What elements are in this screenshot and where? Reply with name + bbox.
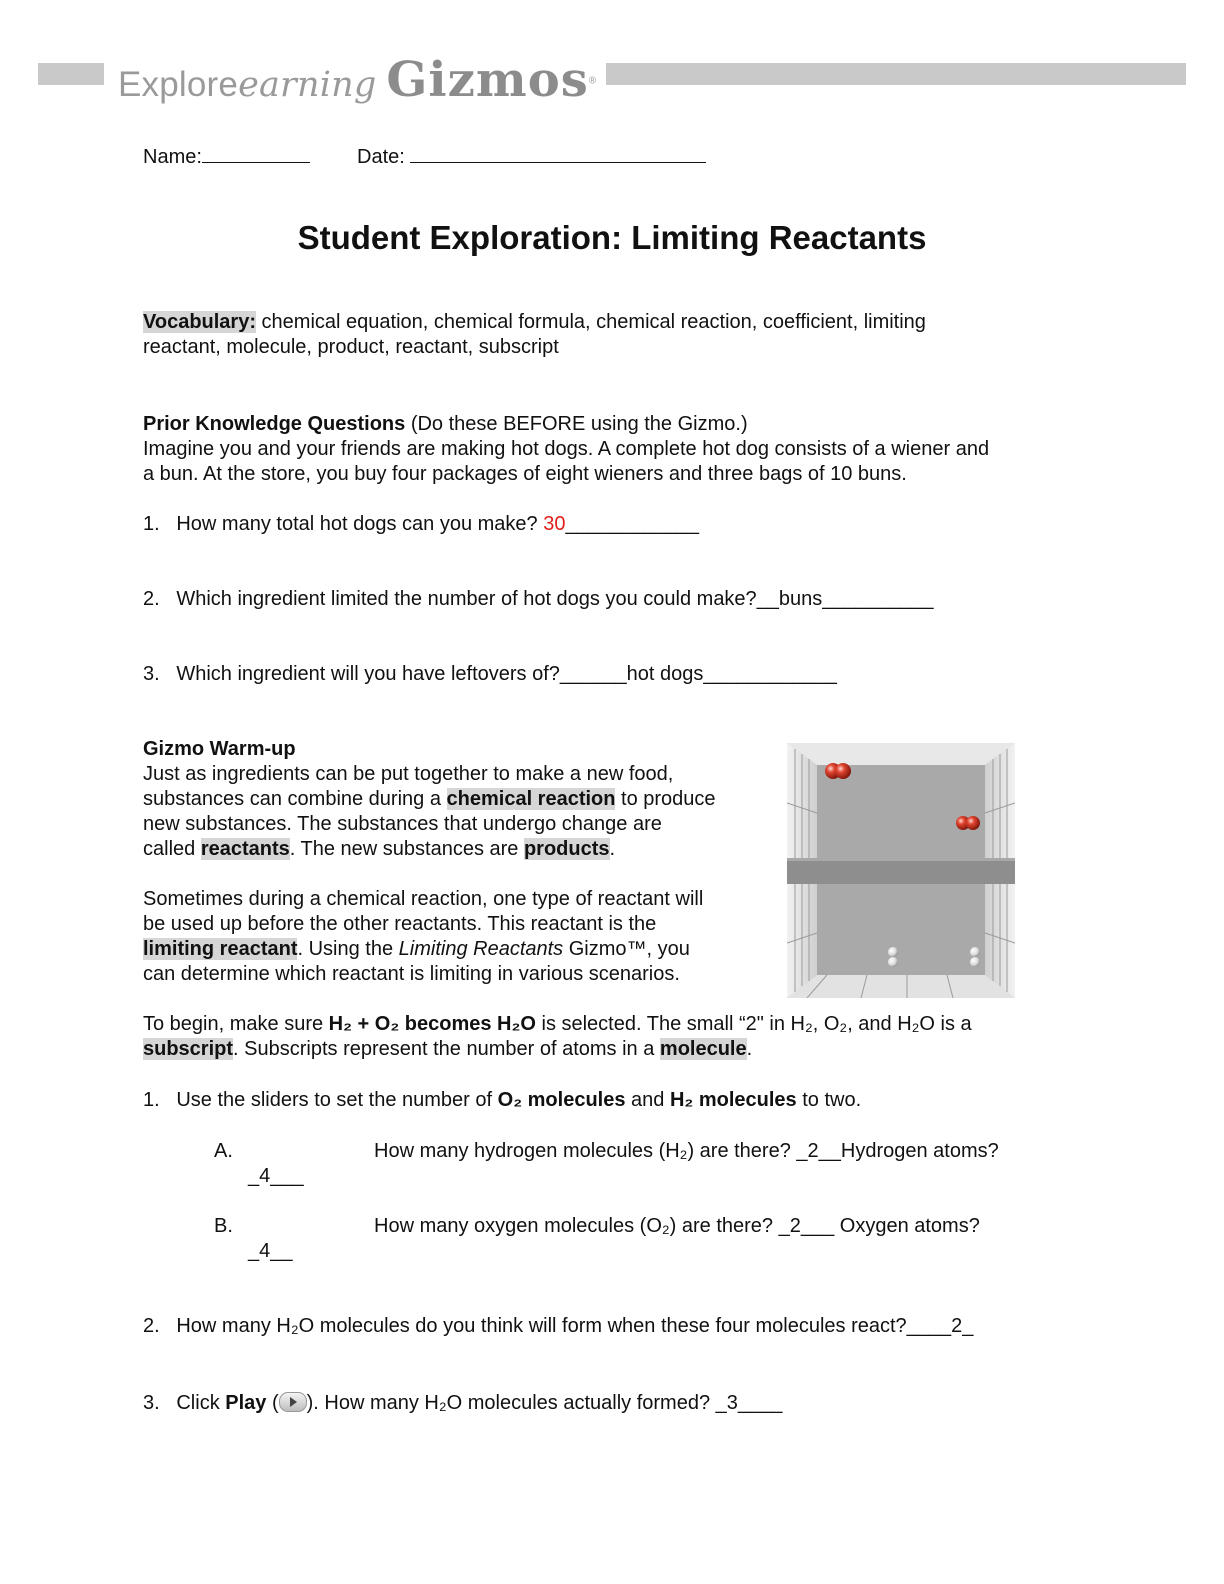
prior-question-1: 1. How many total hot dogs can you make? 30____________ <box>143 513 699 535</box>
prior-question-2: 2. Which ingredient limited the number of hot dogs you could make?__buns__________ <box>143 588 934 610</box>
date-blank[interactable] <box>410 144 706 163</box>
step-question-1: 1. Use the sliders to set the number of O₂ molecules and H₂ molecules to two. <box>143 1089 862 1111</box>
answer-1[interactable]: 30 <box>543 513 566 535</box>
warmup-p2-l4: can determine which reactant is limiting in various scenarios. <box>143 963 680 985</box>
prior-intro-2: a bun. At the store, you buy four packages of eight wieners and three bags of 10 buns. <box>143 463 907 485</box>
warmup-p2-l1: Sometimes during a chemical reaction, one type of reactant will <box>143 888 704 910</box>
step-1b-answer[interactable]: _4__ <box>248 1240 293 1262</box>
vocabulary-line-1: Vocabulary: chemical equation, chemical formula, chemical reaction, coefficient, limiting <box>143 311 926 333</box>
warmup-p1-l2: substances can combine during a chemical reaction to produce <box>143 788 716 810</box>
page-title: Student Exploration: Limiting Reactants <box>297 219 927 256</box>
hydrogen-molecule-icon <box>970 947 980 957</box>
play-icon <box>279 1392 307 1412</box>
step-1a-question[interactable]: How many hydrogen molecules (H₂) are there? _2__Hydrogen atoms? <box>374 1140 999 1162</box>
warmup-p3-l1: To begin, make sure H₂ + O₂ becomes H₂O is selected. The small “2" in H₂, O₂, and H₂O is a <box>143 1013 972 1035</box>
answer-3[interactable]: ______hot dogs____________ <box>559 663 837 685</box>
step-1b-question[interactable]: How many oxygen molecules (O₂) are there? _2___ Oxygen atoms? <box>374 1215 980 1237</box>
name-blank[interactable] <box>202 144 310 163</box>
warmup-p2-l3: limiting reactant. Using the Limiting Reactants Gizmo™, you <box>143 938 690 960</box>
answer-2[interactable]: __buns__________ <box>756 588 934 610</box>
prior-heading: Prior Knowledge Questions (Do these BEFORE using the Gizmo.) <box>143 413 748 435</box>
step-question-3: 3. Click Play ( ). How many H₂O molecules actually formed? _3____ <box>143 1392 783 1414</box>
vocabulary-line-2: reactant, molecule, product, reactant, subscript <box>143 336 559 358</box>
step-1b-letter: B. <box>214 1215 233 1237</box>
prior-intro-1: Imagine you and your friends are making hot dogs. A complete hot dog consists of a wiener and <box>143 438 990 460</box>
name-field: Name: <box>143 144 310 170</box>
hydrogen-molecule-icon <box>888 947 898 957</box>
warmup-p1-l3: new substances. The substances that undergo change are <box>143 813 662 835</box>
step-question-2[interactable]: 2. How many H₂O molecules do you think will form when these four molecules react?____2_ <box>143 1315 974 1337</box>
gizmo-simulation-image <box>787 743 1015 998</box>
warmup-heading: Gizmo Warm-up <box>143 738 296 760</box>
step-1a-letter: A. <box>214 1140 233 1162</box>
warmup-p1-l1: Just as ingredients can be put together to make a new food, <box>143 763 674 785</box>
header-bar-right <box>606 63 1186 85</box>
step-1a-answer[interactable]: _4___ <box>248 1165 304 1187</box>
warmup-p2-l2: be used up before the other reactants. This reactant is the <box>143 913 657 935</box>
date-field: Date: <box>357 144 706 170</box>
header-bar-left <box>38 63 104 85</box>
warmup-p1-l4: called reactants. The new substances are products. <box>143 838 616 860</box>
warmup-p3-l2: subscript. Subscripts represent the number of atoms in a molecule. <box>143 1038 753 1060</box>
prior-question-3: 3. Which ingredient will you have leftovers of?______hot dogs____________ <box>143 663 837 685</box>
brand-logo: Exploreearning Gizmos® <box>118 52 597 108</box>
